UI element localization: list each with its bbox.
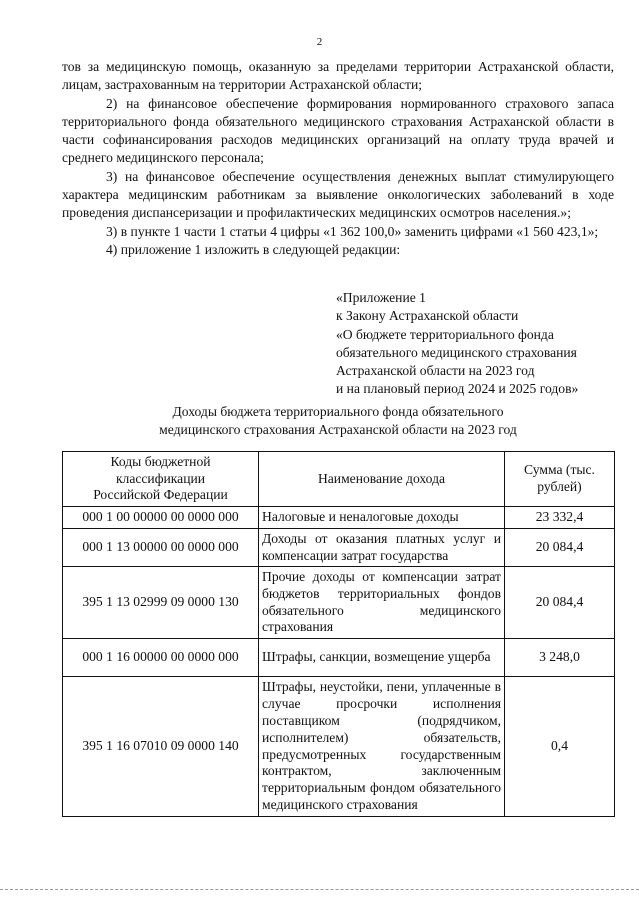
header-code: Коды бюджетной классификации Российской Федерации bbox=[63, 452, 259, 507]
paragraph: тов за медицинскую помощь, оказанную за пределами территории Астраханской области, лицам, застрахованным на территории Астраханской области; bbox=[62, 59, 614, 93]
row-name: Прочие доходы от компенсации затрат бюджетов территориальных фондов обязательного медицинского страхования bbox=[259, 567, 505, 639]
appendix-line: «Приложение 1 bbox=[336, 290, 426, 305]
row-name: Штрафы, неустойки, пени, уплаченные в случае просрочки исполнения поставщиком (подрядчиком, исполнителем) обязательств, предусмотренных государственным контрактом, заключенным территориальным фондом обязательного медицинского страхования bbox=[259, 677, 505, 817]
row-name: Доходы от оказания платных услуг и компенсации затрат государства bbox=[259, 529, 505, 567]
row-code: 395 1 13 02999 09 0000 130 bbox=[63, 567, 259, 639]
table-row bbox=[63, 567, 615, 639]
header-sum: Сумма (тыс. рублей) bbox=[505, 452, 615, 507]
row-code: 000 1 00 00000 00 0000 000 bbox=[63, 507, 259, 529]
header-name: Наименование дохода bbox=[259, 452, 505, 507]
paragraph: 2) на финансовое обеспечение формирования нормированного страхового запаса территориального фонда обязательного медицинского страхования Астраханской области в части софинансирования расходов медицинских организаций на оплату труда врачей и среднего медицинского персонала; bbox=[62, 95, 614, 166]
table-row bbox=[63, 677, 615, 817]
row-sum: 20 084,4 bbox=[505, 529, 615, 567]
table-title-line: медицинского страхования Астраханской области на 2023 год bbox=[159, 421, 517, 437]
table-header-row bbox=[63, 452, 615, 507]
row-code: 000 1 13 00000 00 0000 000 bbox=[63, 529, 259, 567]
row-sum: 23 332,4 bbox=[505, 507, 615, 529]
page-number: 2 bbox=[316, 36, 323, 48]
row-sum: 3 248,0 bbox=[505, 639, 615, 677]
paragraph: 4) приложение 1 изложить в следующей редакции: bbox=[106, 241, 401, 257]
table-title bbox=[62, 403, 614, 438]
row-code: 000 1 16 00000 00 0000 000 bbox=[63, 639, 259, 677]
appendix-line: и на плановый период 2024 и 2025 годов» bbox=[336, 381, 579, 397]
table-row bbox=[63, 639, 615, 677]
appendix-line: к Закону Астраханской области bbox=[336, 308, 519, 324]
row-sum: 0,4 bbox=[505, 677, 615, 817]
table-row bbox=[63, 507, 615, 529]
row-name: Налоговые и неналоговые доходы bbox=[259, 507, 505, 529]
row-name: Штрафы, санкции, возмещение ущерба bbox=[259, 639, 505, 677]
page-bottom-divider bbox=[0, 889, 639, 890]
table-row bbox=[63, 529, 615, 567]
row-sum: 20 084,4 bbox=[505, 567, 615, 639]
body-text bbox=[62, 58, 614, 259]
paragraph: 3) на финансовое обеспечение осуществления денежных выплат стимулирующего характера медицинским работникам за выявление онкологических заболеваний в ходе проведения диспансеризации и профилактических медицинских осмотров населения.»; bbox=[62, 168, 614, 221]
appendix-header bbox=[336, 289, 626, 399]
appendix-line: обязательного медицинского страхования bbox=[336, 344, 577, 360]
appendix-line: Астраханской области на 2023 год bbox=[336, 363, 535, 379]
row-code: 395 1 16 07010 09 0000 140 bbox=[63, 677, 259, 817]
paragraph: 3) в пункте 1 части 1 статьи 4 цифры «1 362 100,0» заменить цифрами «1 560 423,1»; bbox=[106, 223, 599, 239]
appendix-line: «О бюджете территориального фонда bbox=[336, 326, 554, 342]
table-title-line: Доходы бюджета территориального фонда обязательного bbox=[172, 404, 504, 419]
revenue-table bbox=[62, 451, 615, 817]
